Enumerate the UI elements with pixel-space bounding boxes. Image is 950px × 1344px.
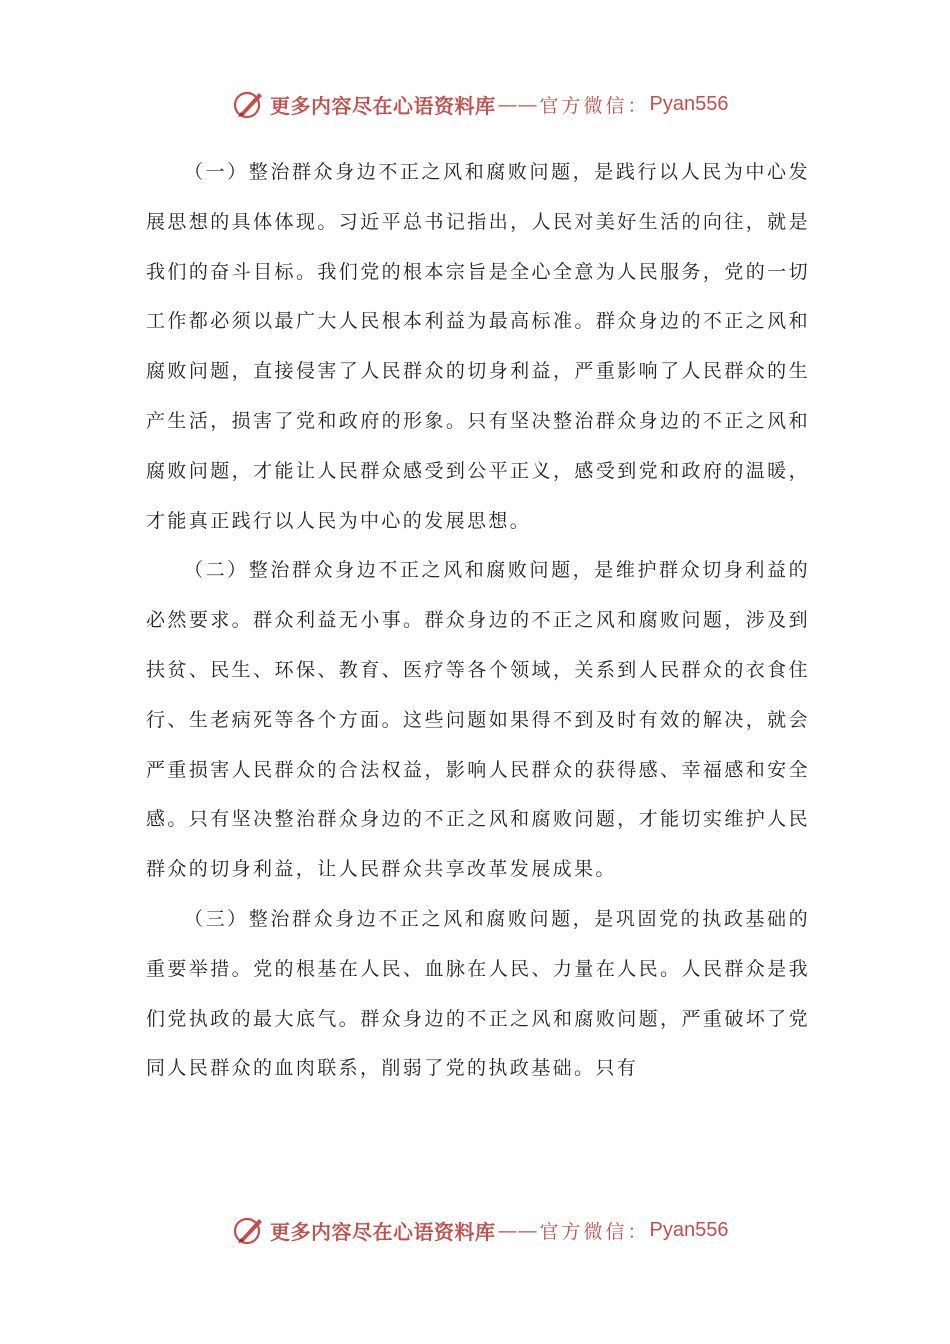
- banner-title: 更多内容尽在心语资料库: [270, 1219, 496, 1244]
- paragraph-3: （三）整治群众身边不正之风和腐败问题，是巩固党的执政基础的重要举措。党的根基在人民、血脉在人民、力量在人民。人民群众是我们党执政的最大底气。群众身边的不正之风和腐败问题，严重破坏了党同人民群众的血肉联系，削弱了党的执政基础。只有: [146, 907, 810, 1080]
- banner-wechat-id: Pyan556: [649, 92, 729, 115]
- pen-logo-icon: [232, 87, 266, 121]
- pen-logo-icon: [232, 1213, 266, 1247]
- header-banner: [232, 84, 752, 124]
- paragraph-2: （二）整治群众身边不正之风和腐败问题，是维护群众切身利益的必然要求。群众利益无小事。群众身边的不正之风和腐败问题，涉及到扶贫、民生、环保、教育、医疗等各个领域，关系到人民群众的衣食住行、生老病死等各个方面。这些问题如果得不到及时有效的解决，就会严重损害人民群众的合法权益，影响人民群众的获得感、幸福感和安全感。只有坚决整治群众身边的不正之风和腐败问题，才能切实维护人民群众的切身利益，让人民群众共享改革发展成果。: [146, 559, 810, 881]
- banner-title: 更多内容尽在心语资料库: [270, 93, 496, 118]
- banner-wechat-label: 官方微信：: [539, 1220, 650, 1243]
- banner-wechat-label: 官方微信：: [539, 94, 650, 117]
- banner-wechat-id: Pyan556: [649, 1218, 729, 1241]
- banner-dash: ——: [497, 1218, 538, 1242]
- banner-dash: ——: [497, 92, 538, 116]
- footer-banner: [232, 1210, 752, 1250]
- paragraph-1: （一）整治群众身边不正之风和腐败问题，是践行以人民为中心发展思想的具体体现。习近平总书记指出，人民对美好生活的向往，就是我们的奋斗目标。我们党的根本宗旨是全心全意为人民服务，党的一切工作都必须以最广大人民根本利益为最高标准。群众身边的不正之风和腐败问题，直接侵害了人民群众的切身利益，严重影响了人民群众的生产生活，损害了党和政府的形象。只有坚决整治群众身边的不正之风和腐败问题，才能让人民群众感受到公平正义，感受到党和政府的温暖，才能真正践行以人民为中心的发展思想。: [146, 161, 810, 532]
- document-body: [146, 148, 810, 1094]
